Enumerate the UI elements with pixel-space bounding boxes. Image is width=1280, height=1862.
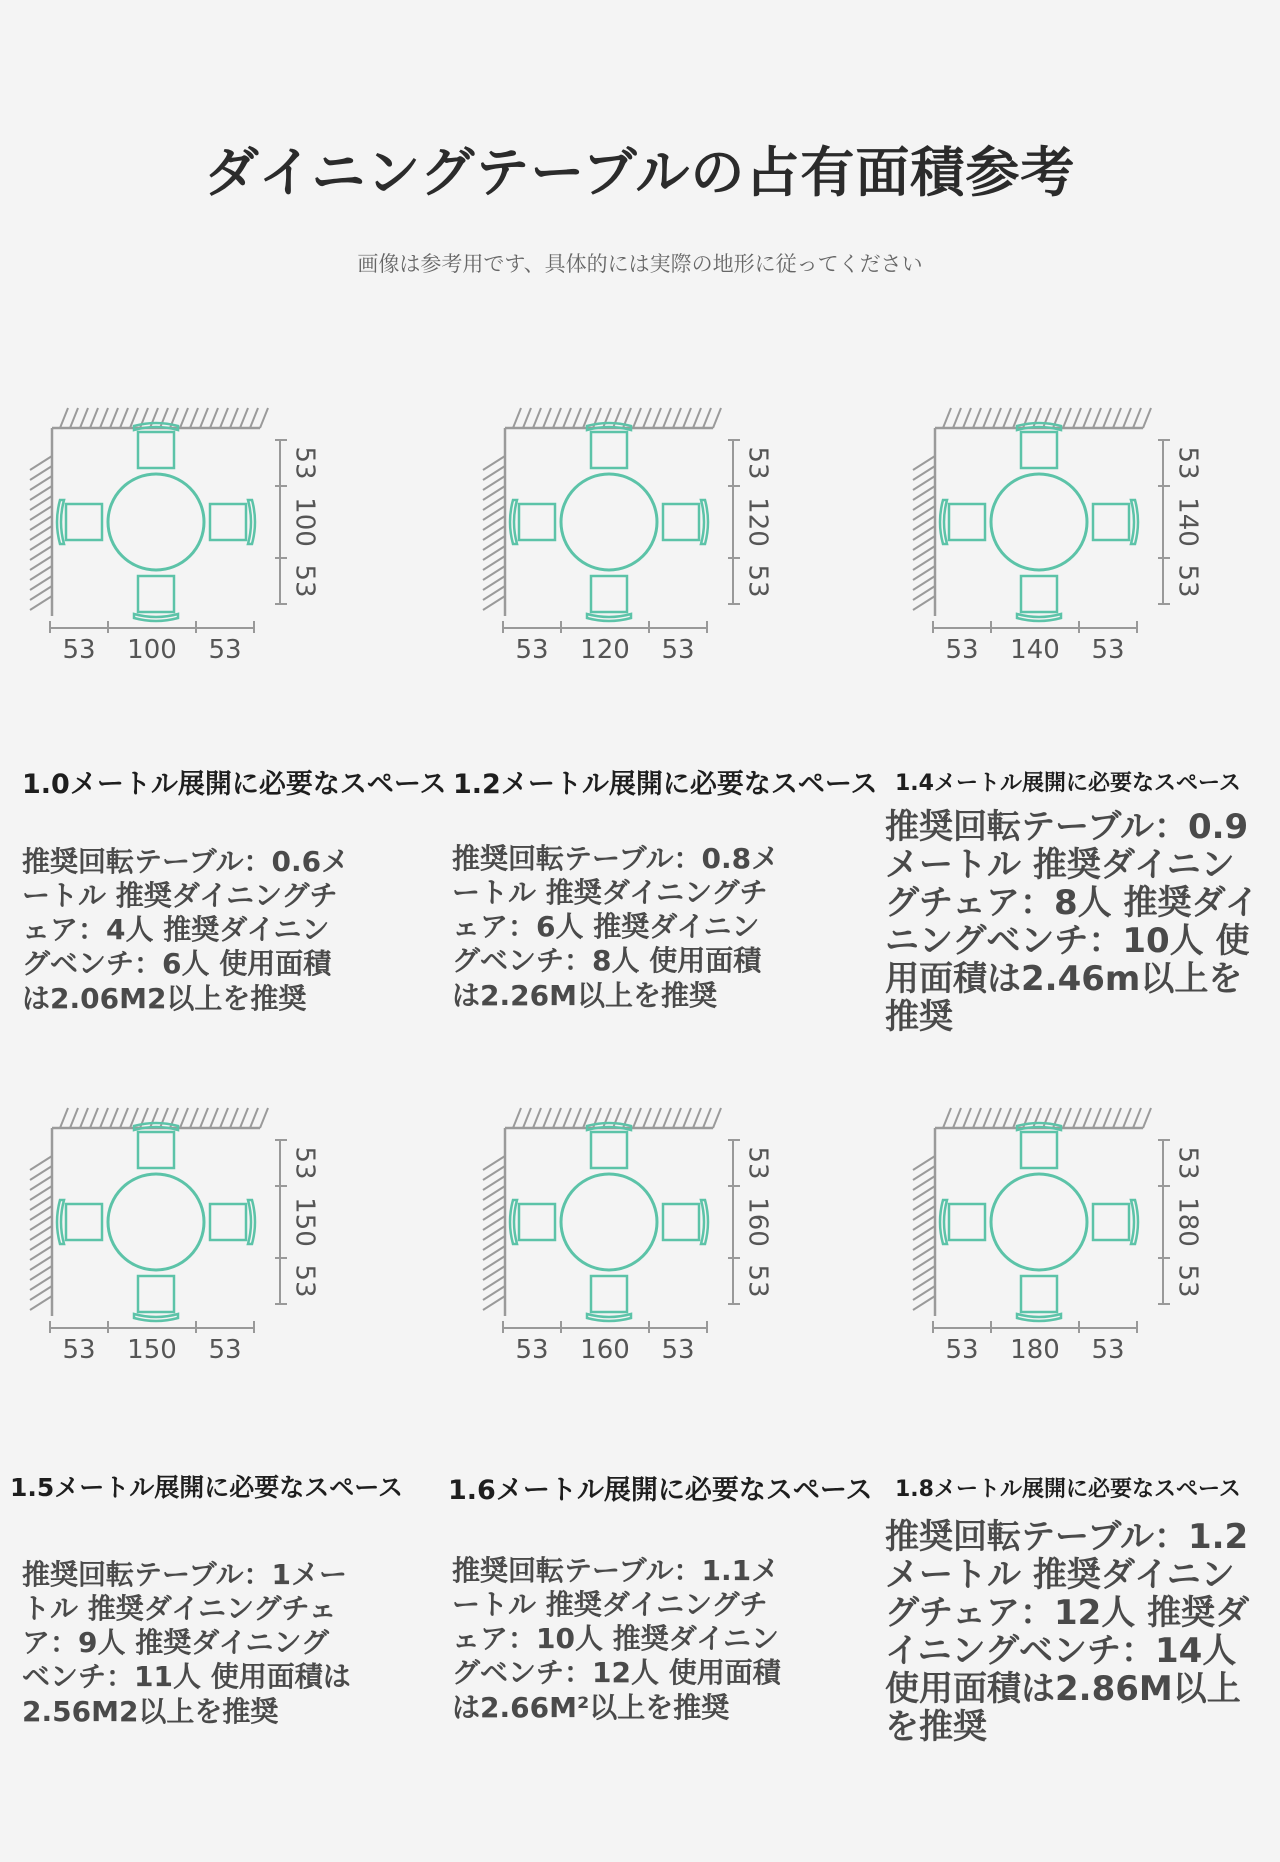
- dimension-label: 53: [289, 564, 320, 598]
- wall-left: [30, 428, 52, 616]
- floor-plan-diagram: [475, 400, 875, 730]
- dimension-label: 140: [1172, 497, 1203, 547]
- panel-description: 推奨回転テーブル：0.8メートル 推奨ダイニングチェア：6人 推奨ダイニングベンチ：8人 使用面積は2.26M以上を推奨: [452, 842, 780, 1012]
- panel-description: 推奨回転テーブル：1.1メートル 推奨ダイニングチェア：10人 推奨ダイニングベンチ：12人 使用面積は2.66M²以上を推奨: [452, 1554, 781, 1724]
- page-title: ダイニングテーブルの占有面積参考: [204, 141, 1076, 204]
- chair-icon: [510, 1200, 555, 1244]
- panel-caption: 1.2メートル展開に必要なスペース: [453, 769, 878, 800]
- chair-icon: [1093, 1200, 1138, 1244]
- panel-caption: 1.8メートル展開に必要なスペース: [895, 1477, 1241, 1502]
- chair-icon: [134, 1123, 178, 1168]
- wall-top: [52, 1108, 268, 1128]
- floor-plan-diagram: [22, 400, 422, 730]
- dimension-label: 53: [1172, 564, 1203, 598]
- chair-icon: [1017, 1276, 1061, 1321]
- floor-plan-diagram: [22, 1100, 422, 1430]
- panel-caption: 1.0メートル展開に必要なスペース: [22, 769, 447, 800]
- dimension-label: 53: [515, 1335, 549, 1365]
- wall-left: [913, 428, 935, 616]
- chair-icon: [1017, 423, 1061, 468]
- chair-icon: [940, 500, 985, 544]
- chair-icon: [587, 1276, 631, 1321]
- dimension-label: 53: [1172, 1146, 1203, 1180]
- dimension-label: 53: [289, 446, 320, 480]
- round-table-icon: [991, 474, 1087, 570]
- chair-icon: [57, 500, 102, 544]
- wall-top: [505, 1108, 721, 1128]
- dimension-label: 160: [742, 1197, 773, 1247]
- page-subtitle: 画像は参考用です、具体的には実際の地形に従ってください: [357, 252, 923, 276]
- dimension-label: 53: [661, 635, 695, 665]
- dimension-label: 53: [289, 1264, 320, 1298]
- chair-icon: [1017, 576, 1061, 621]
- chair-icon: [587, 576, 631, 621]
- plan-group: [483, 408, 773, 665]
- dimension-label: 100: [289, 497, 320, 547]
- panel-description: 推奨回転テーブル：1.2メートル 推奨ダイニングチェア：12人 推奨ダイニングベンチ：14人 使用面積は2.86M以上を推奨: [885, 1517, 1250, 1748]
- chair-icon: [587, 1123, 631, 1168]
- wall-top: [505, 408, 721, 428]
- plan-group: [913, 1108, 1203, 1365]
- dimension-label: 53: [1172, 1264, 1203, 1298]
- chair-icon: [134, 1276, 178, 1321]
- wall-top: [52, 408, 268, 428]
- dimension-label: 140: [1010, 635, 1060, 665]
- dimension-label: 100: [127, 635, 177, 665]
- chair-icon: [663, 500, 708, 544]
- dimension-label: 53: [945, 635, 979, 665]
- dimension-label: 180: [1010, 1335, 1060, 1365]
- wall-left: [913, 1128, 935, 1316]
- chair-icon: [210, 1200, 255, 1244]
- dimension-label: 53: [742, 564, 773, 598]
- dimension-label: 53: [515, 635, 549, 665]
- panel-description: 推奨回転テーブル：1メートル 推奨ダイニングチェア：9人 推奨ダイニングベンチ：11人 使用面積は2.56M2以上を推奨: [22, 1558, 351, 1728]
- chair-icon: [1017, 1123, 1061, 1168]
- panel-caption: 1.4メートル展開に必要なスペース: [895, 771, 1241, 796]
- plan-group: [30, 1108, 320, 1365]
- round-table-icon: [561, 1174, 657, 1270]
- chair-icon: [210, 500, 255, 544]
- dimension-label: 53: [742, 1264, 773, 1298]
- wall-left: [30, 1128, 52, 1316]
- dimension-label: 53: [62, 635, 96, 665]
- round-table-icon: [561, 474, 657, 570]
- wall-top: [935, 408, 1151, 428]
- chair-icon: [1093, 500, 1138, 544]
- dimension-label: 53: [62, 1335, 96, 1365]
- dimension-label: 160: [580, 1335, 630, 1365]
- chair-icon: [587, 423, 631, 468]
- round-table-icon: [991, 1174, 1087, 1270]
- dimension-label: 53: [1172, 446, 1203, 480]
- wall-left: [483, 1128, 505, 1316]
- dimension-label: 120: [742, 497, 773, 547]
- dimension-label: 53: [742, 446, 773, 480]
- chair-icon: [663, 1200, 708, 1244]
- dimension-label: 120: [580, 635, 630, 665]
- plan-group: [913, 408, 1203, 665]
- round-table-icon: [108, 474, 204, 570]
- dimension-label: 150: [289, 1197, 320, 1247]
- plan-group: [483, 1108, 773, 1365]
- wall-top: [935, 1108, 1151, 1128]
- floor-plan-diagram: [475, 1100, 875, 1430]
- dimension-label: 53: [661, 1335, 695, 1365]
- plan-group: [30, 408, 320, 665]
- chair-icon: [134, 423, 178, 468]
- panel-caption: 1.5メートル展開に必要なスペース: [10, 1473, 404, 1502]
- panel-caption: 1.6メートル展開に必要なスペース: [448, 1475, 873, 1506]
- round-table-icon: [108, 1174, 204, 1270]
- floor-plan-diagram: [905, 1100, 1280, 1430]
- floor-plan-diagram: [905, 400, 1280, 730]
- chair-icon: [940, 1200, 985, 1244]
- dimension-label: 53: [289, 1146, 320, 1180]
- dimension-label: 53: [208, 1335, 242, 1365]
- dimension-label: 53: [1091, 1335, 1125, 1365]
- chair-icon: [134, 576, 178, 621]
- dimension-label: 180: [1172, 1197, 1203, 1247]
- dimension-label: 53: [945, 1335, 979, 1365]
- panel-description: 推奨回転テーブル：0.6メートル 推奨ダイニングチェア：4人 推奨ダイニングベンチ：6人 使用面積は2.06M2以上を推奨: [22, 845, 350, 1015]
- dimension-label: 53: [1091, 635, 1125, 665]
- dimension-label: 53: [742, 1146, 773, 1180]
- dimension-label: 53: [208, 635, 242, 665]
- chair-icon: [57, 1200, 102, 1244]
- chair-icon: [510, 500, 555, 544]
- dimension-label: 150: [127, 1335, 177, 1365]
- wall-left: [483, 428, 505, 616]
- panel-description: 推奨回転テーブル：0.9メートル 推奨ダイニングチェア：8人 推奨ダイニングベンチ：10人 使用面積は2.46m以上を推奨: [885, 807, 1259, 1038]
